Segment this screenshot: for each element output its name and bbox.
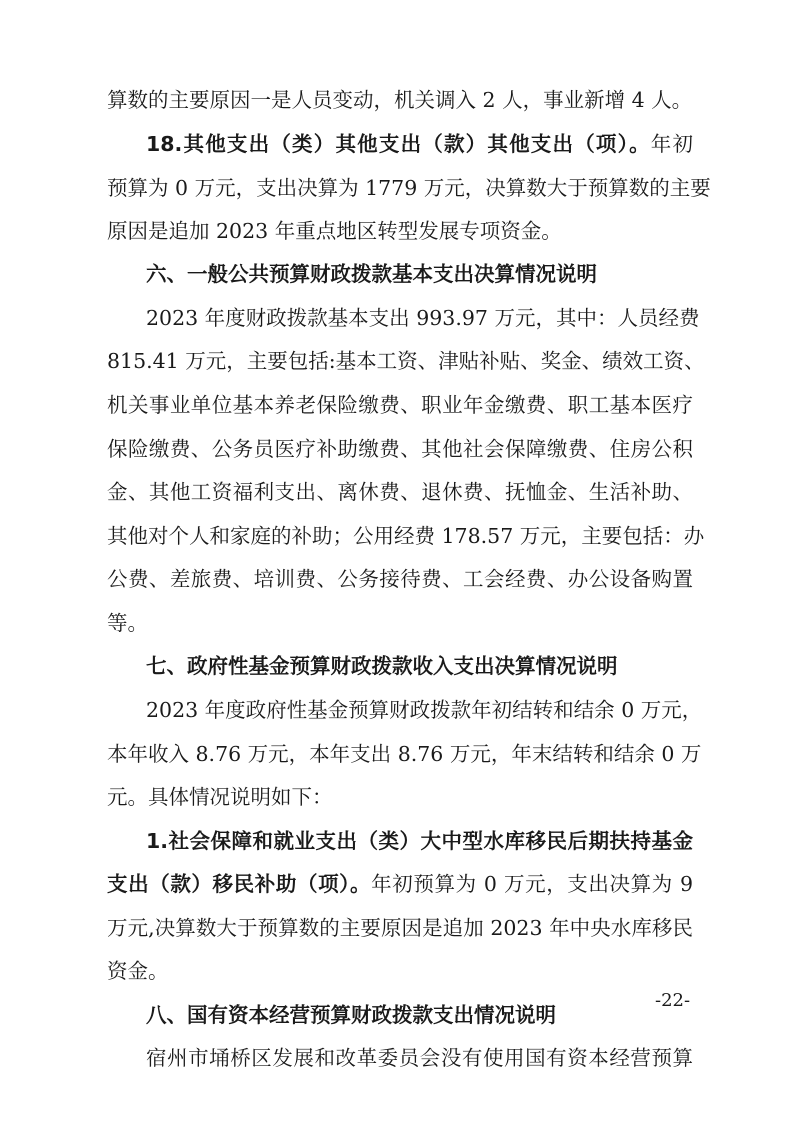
paragraph-line: 预算为 0 万元，支出决算为 1779 万元，决算数大于预算数的主要 <box>107 176 711 200</box>
paragraph-line: 金、其他工资福利支出、离休费、退休费、抚恤金、生活补助、 <box>107 480 693 504</box>
paragraph-line: 宿州市埇桥区发展和改革委员会没有使用国有资本经营预算 <box>146 1046 693 1070</box>
paragraph-line <box>146 130 693 158</box>
section-heading: 八、国有资本经营预算财政拨款支出情况说明 <box>146 1003 556 1027</box>
paragraph-line: 万元,决算数大于预算数的主要原因是追加 2023 年中央水库移民 <box>107 916 693 940</box>
paragraph-text: 年初 <box>650 132 693 156</box>
section-heading: 六、一般公共预算财政拨款基本支出决算情况说明 <box>146 262 597 286</box>
paragraph-line: 原因是追加 2023 年重点地区转型发展专项资金。 <box>107 219 562 243</box>
paragraph-line: 资金。 <box>107 959 169 983</box>
paragraph-line: 算数的主要原因一是人员变动，机关调入 2 人，事业新增 4 人。 <box>107 88 693 112</box>
paragraph-text: 年初预算为 0 万元，支出决算为 9 <box>371 872 694 896</box>
paragraph-line: 保险缴费、公务员医疗补助缴费、其他社会保障缴费、住房公积 <box>107 437 693 461</box>
paragraph-line: 等。 <box>107 611 148 635</box>
paragraph-line <box>107 870 693 898</box>
page-number: -22- <box>655 990 691 1011</box>
paragraph-line <box>146 827 693 855</box>
section-heading: 七、政府性基金预算财政拨款收入支出决算情况说明 <box>146 654 618 678</box>
paragraph-line: 本年收入 8.76 万元，本年支出 8.76 万元，年末结转和结余 0 万 <box>107 742 702 766</box>
paragraph-line: 机关事业单位基本养老保险缴费、职业年金缴费、职工基本医疗 <box>107 393 693 417</box>
paragraph-line: 2023 年度政府性基金预算财政拨款年初结转和结余 0 万元， <box>146 698 703 722</box>
item-title: 支出（款）移民补助（项）。 <box>107 872 372 896</box>
paragraph-line: 其他对个人和家庭的补助；公用经费 178.57 万元，主要包括：办 <box>107 524 705 548</box>
paragraph-line: 公费、差旅费、培训费、公务接待费、工会经费、办公设备购置 <box>107 567 693 591</box>
paragraph-line: 2023 年度财政拨款基本支出 993.97 万元，其中：人员经费 <box>146 306 700 330</box>
paragraph-line: 元。具体情况说明如下： <box>107 785 333 809</box>
item-title: 18.其他支出（类）其他支出（款）其他支出（项）。 <box>146 132 651 156</box>
item-title: 1.社会保障和就业支出（类）大中型水库移民后期扶持基金 <box>146 829 693 853</box>
paragraph-line: 815.41 万元，主要包括:基本工资、津贴补贴、奖金、绩效工资、 <box>107 349 705 373</box>
